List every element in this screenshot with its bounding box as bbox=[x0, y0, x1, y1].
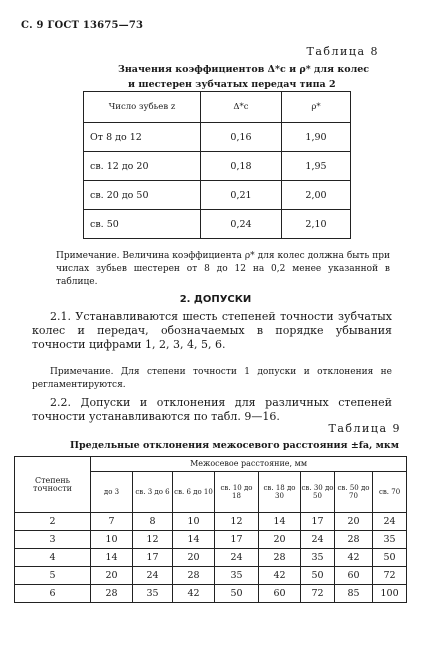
table9-cell: 20 bbox=[91, 567, 133, 585]
table8-cell: 1,95 bbox=[282, 152, 351, 181]
table8-cell: 1,90 bbox=[282, 123, 351, 152]
table9-cell: 17 bbox=[301, 513, 335, 531]
table8-cell: св. 12 до 20 bbox=[84, 152, 201, 181]
table8-cell: От 8 до 12 bbox=[84, 123, 201, 152]
table9-col: св. 10 до 18 bbox=[215, 472, 259, 513]
table9-cell: 24 bbox=[215, 549, 259, 567]
table9-cell: 50 bbox=[215, 585, 259, 603]
table9-cell: 50 bbox=[301, 567, 335, 585]
table-row bbox=[84, 123, 351, 152]
page-header: С. 9 ГОСТ 13675—73 bbox=[21, 20, 144, 31]
table8-cell: 0,18 bbox=[201, 152, 282, 181]
table8-cell: св. 20 до 50 bbox=[84, 181, 201, 210]
table8-col-teeth: Число зубьев z bbox=[84, 92, 201, 123]
table9-label: Таблица 9 bbox=[328, 422, 401, 435]
table9-cell: 20 bbox=[259, 531, 301, 549]
table9-cell: 35 bbox=[373, 531, 407, 549]
table-row bbox=[15, 567, 407, 585]
table9-cell: 42 bbox=[259, 567, 301, 585]
table9-cell: 12 bbox=[133, 531, 173, 549]
table9-cell: 28 bbox=[335, 531, 373, 549]
table9-cell: 14 bbox=[259, 513, 301, 531]
table9-cell: 60 bbox=[335, 567, 373, 585]
table9-cell: 10 bbox=[91, 531, 133, 549]
table9-cell: 3 bbox=[15, 531, 91, 549]
table9-cell: 2 bbox=[15, 513, 91, 531]
table9-header-row bbox=[15, 457, 407, 472]
table9-cell: 42 bbox=[335, 549, 373, 567]
paragraph-2-2: 2.2. Допуски и отклонения для различных степеней точности устанавливаются по табл. 9—16. bbox=[32, 396, 392, 423]
table9-cell: 20 bbox=[335, 513, 373, 531]
table-row bbox=[84, 210, 351, 239]
table9-col-group: Межосевое расстояние, мм bbox=[91, 457, 407, 472]
table8-cell: 0,16 bbox=[201, 123, 282, 152]
table-row bbox=[84, 152, 351, 181]
table9-cell: 42 bbox=[173, 585, 215, 603]
table9-col: св. 6 до 10 bbox=[173, 472, 215, 513]
table9-cell: 35 bbox=[215, 567, 259, 585]
table9-col: св. 30 до 50 bbox=[301, 472, 335, 513]
table9-cell: 50 bbox=[373, 549, 407, 567]
table8-cell: св. 50 bbox=[84, 210, 201, 239]
table9-cell: 28 bbox=[173, 567, 215, 585]
table9-col: св. 70 bbox=[373, 472, 407, 513]
table9-cell: 20 bbox=[173, 549, 215, 567]
table8-note: Примечание. Величина коэффициента ρ* для колес должна быть при числах зубьев шестерен от 8 до 12 на 0,2 менее указанной в таблице. bbox=[56, 251, 390, 287]
table9-cell: 14 bbox=[173, 531, 215, 549]
table9-cell: 28 bbox=[91, 585, 133, 603]
table9-cell: 72 bbox=[301, 585, 335, 603]
table8-title-line1: Значения коэффициентов Δ*c и ρ* для колес bbox=[118, 64, 370, 75]
table8-cell: 0,21 bbox=[201, 181, 282, 210]
table9 bbox=[14, 456, 407, 603]
table8-header-row bbox=[84, 92, 351, 123]
section-heading: 2. ДОПУСКИ bbox=[179, 294, 252, 305]
table-row bbox=[15, 531, 407, 549]
table9-col: св. 18 до 30 bbox=[259, 472, 301, 513]
table9-cell: 85 bbox=[335, 585, 373, 603]
table9-col: св. 50 до 70 bbox=[335, 472, 373, 513]
table9-cell: 17 bbox=[215, 531, 259, 549]
table8-cell: 0,24 bbox=[201, 210, 282, 239]
table-row bbox=[15, 585, 407, 603]
table9-cell: 28 bbox=[259, 549, 301, 567]
table8 bbox=[83, 91, 351, 239]
table8-label: Таблица 8 bbox=[306, 45, 379, 58]
table8-col-delta: Δ*c bbox=[201, 92, 282, 123]
table9-cell: 35 bbox=[301, 549, 335, 567]
table9-cell: 24 bbox=[301, 531, 335, 549]
table9-col-degree: Степень точности bbox=[15, 457, 91, 513]
table9-cell: 100 bbox=[373, 585, 407, 603]
table9-cell: 24 bbox=[373, 513, 407, 531]
table9-cell: 12 bbox=[215, 513, 259, 531]
table9-cell: 72 bbox=[373, 567, 407, 585]
table-row bbox=[15, 549, 407, 567]
table9-title: Предельные отклонения межосевого расстояния ±fa, мкм bbox=[70, 440, 400, 451]
table9-col: св. 3 до 6 bbox=[133, 472, 173, 513]
table9-cell: 10 bbox=[173, 513, 215, 531]
table9-cell: 17 bbox=[133, 549, 173, 567]
paragraph-note: Примечание. Для степени точности 1 допуски и отклонения не регламентируются. bbox=[32, 367, 392, 390]
table9-cell: 35 bbox=[133, 585, 173, 603]
table9-cell: 6 bbox=[15, 585, 91, 603]
table8-title-line2: и шестерен зубчатых передач типа 2 bbox=[128, 79, 336, 90]
table9-col: до 3 bbox=[91, 472, 133, 513]
table-row bbox=[15, 513, 407, 531]
table9-cell: 14 bbox=[91, 549, 133, 567]
paragraph-2-1: 2.1. Устанавливаются шесть степеней точности зубчатых колес и передач, обозначаемых в порядке убывания точности цифрами 1, 2, 3, 4, 5, 6. bbox=[32, 310, 392, 351]
table9-cell: 7 bbox=[91, 513, 133, 531]
table8-col-rho: ρ* bbox=[282, 92, 351, 123]
table9-cell: 5 bbox=[15, 567, 91, 585]
table9-cell: 60 bbox=[259, 585, 301, 603]
table9-cell: 24 bbox=[133, 567, 173, 585]
table-row bbox=[84, 181, 351, 210]
table8-cell: 2,10 bbox=[282, 210, 351, 239]
table9-cell: 4 bbox=[15, 549, 91, 567]
table9-cell: 8 bbox=[133, 513, 173, 531]
table8-cell: 2,00 bbox=[282, 181, 351, 210]
